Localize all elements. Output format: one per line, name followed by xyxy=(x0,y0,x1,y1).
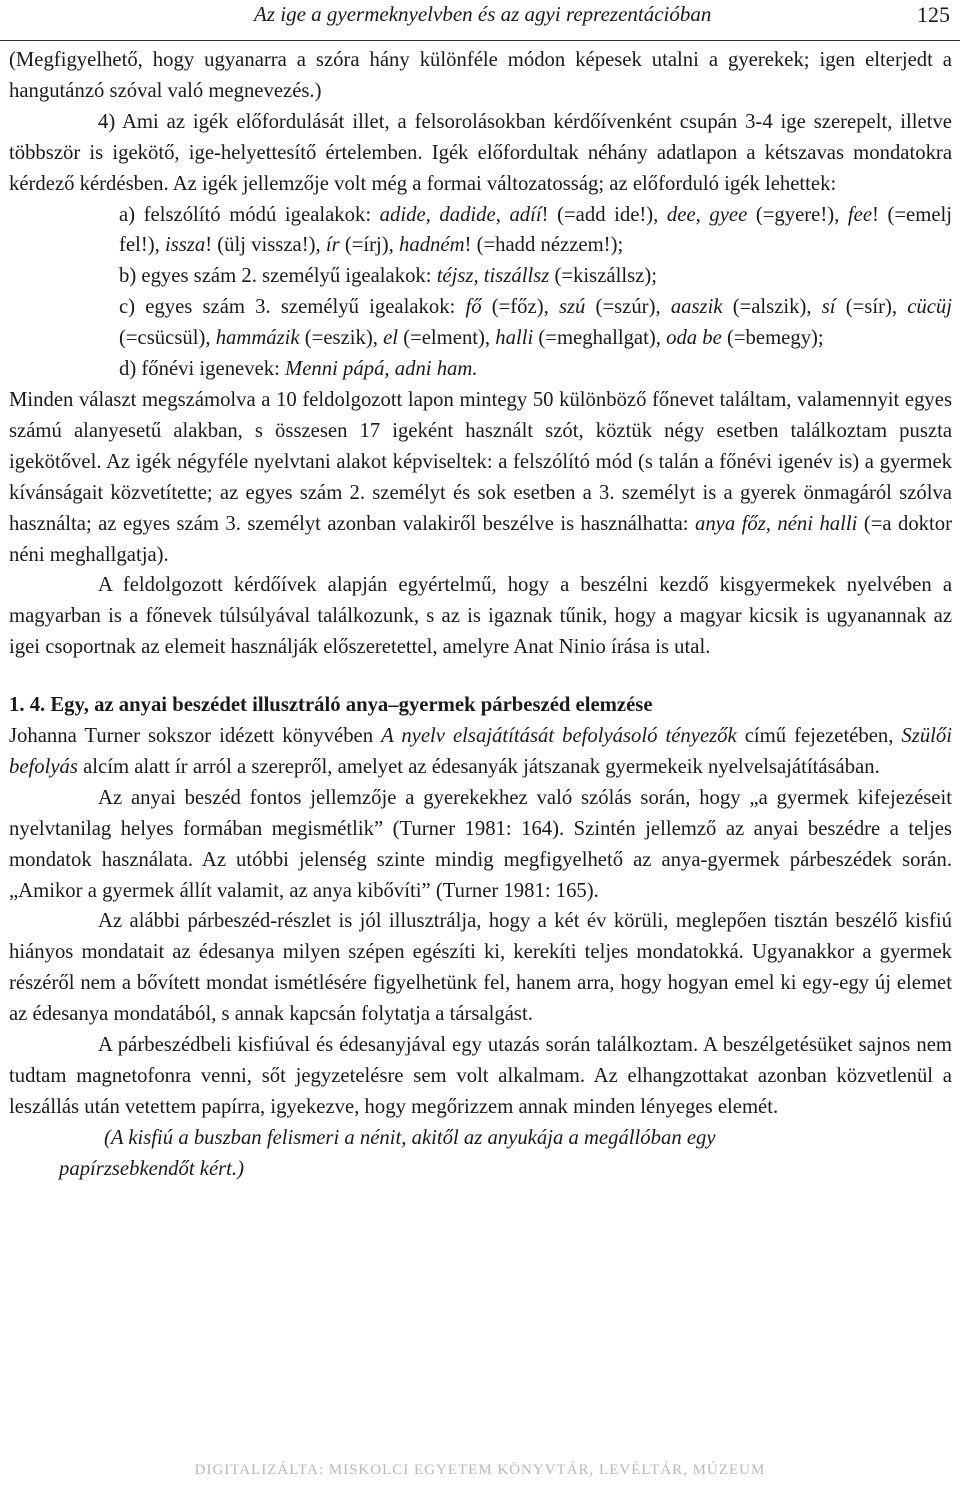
paragraph: (Megfigyelhető, hogy ugyanarra a szóra hány különféle módon képesek utalni a gyerekek; igen elterjedt a hangutánzó szóval való megnevezés.) xyxy=(9,49,952,102)
page-number: 125 xyxy=(917,2,950,27)
paragraph: A párbeszédbeli kisfiúval és édesanyjával egy utazás során találkoztam. A beszélgetésüket sajnos nem tudtam magnetofonra venni, sőt jegyzetelésre sem volt alkalmam. Az elhangzottakat azonban közvetlenül a leszállás után vetettem papírra, igyekezve, hogy megőrizzem annak minden lényeges elemét. xyxy=(9,1034,952,1118)
list-item-b: b) egyes szám 2. személyű igealakok: téjsz, tiszállsz (=kiszállsz); xyxy=(119,265,657,288)
dialogue-note-continued: papírzsebkendőt kért.) xyxy=(59,1157,244,1180)
page-header xyxy=(0,0,960,41)
list-item-c: c) egyes szám 3. személyű igealakok: fő (=főz), szú (=szúr), aaszik (=alszik), sí (=sír), cücüj (=csücsül), hammázik (=eszik), el (=elment), halli (=meghallgat), oda be (=bemegy); xyxy=(119,296,952,350)
digitization-footer: DIGITALIZÁLTA: MISKOLCI EGYETEM KÖNYVTÁR, LEVÉLTÁR, MÚZEUM xyxy=(194,1462,766,1478)
paragraph: A feldolgozott kérdőívek alapján egyértelmű, hogy a beszélni kezdő kisgyermekek nyelvében a magyarban is a főnevek túlsúlyával találkozunk, s az is igaznak tűnik, hogy a magyar kicsik is ugyanannak az igei csoportnak az elemeit használják előszeretettel, amelyre Anat Ninio írása is utal. xyxy=(9,574,952,659)
paragraph: Az anyai beszéd fontos jellemzője a gyerekekhez való szólás során, hogy „a gyermek kifejezéseit nyelvtanilag helyes formában megismétlik” (Turner 1981: 164). Szintén jellemző az anyai beszédre a teljes mondatok használata. Az utóbbi jelenség szinte mindig megfigyelhető az anya-gyermek párbeszédek során. „Amikor a gyermek állít valamit, az anya kibővíti” (Turner 1981: 165). xyxy=(9,786,952,902)
list-item-d: d) főnévi igenevek: Menni pápá, adni ham. xyxy=(119,358,478,381)
paragraph: 4) Ami az igék előfordulását illet, a felsorolásokban kérdőívenként csupán 3-4 ige szerepelt, illetve többször is igekötő, ige-helyettesítő értelemben. Igék előfordultak néhány adatlapon a kétszavas mondatokra kérdező kérdésben. Az igék jellemzője volt még a formai változatosság; az előforduló igék lehettek: xyxy=(9,110,952,195)
section-heading: 1. 4. Egy, az anyai beszédet illusztráló anya–gyermek párbeszéd elemzése xyxy=(9,694,653,717)
paragraph: Az alábbi párbeszéd-részlet is jól illusztrálja, hogy a két év körüli, meglepően tisztán beszélő kisfiú hiányos mondatait az édesanya milyen szépen egészíti ki, kerekíti teljes mondatokká. Ugyanakkor a gyermek részéről nem a bővített mondat ismétlésére figyelhetünk fel, hanem arra, hogy hogyan emel ki egy-egy új elemet az édesanya mondatából, s annak kapcsán folytatja a társalgást. xyxy=(9,910,952,1026)
running-title: Az ige a gyermeknyelvben és az agyi reprezentációban xyxy=(254,2,712,26)
paragraph: Minden választ megszámolva a 10 feldolgozott lapon mintegy 50 különböző főnevet találtam, valamennyit egyes számú alanyesetű alakban, s összesen 17 igeként használt szót, köztük négy esetben találkoztam puszta igekötővel. Az igék négyféle nyelvtani alakot képviseltek: a felszólító mód (s talán a főnévi igenév is) a gyermek kívánságait közvetítette; az egyes szám 2. személyt és sok esetben a 3. személyt is a gyerek önmagáról szólva használta; az egyes szám 3. személyt azonban valakiről beszélve is használhatta: anya főz, néni halli (=a doktor néni meghallgatja). xyxy=(9,388,952,566)
body-text xyxy=(9,45,952,1185)
paragraph: Johanna Turner sokszor idézett könyvében A nyelv elsajátítását befolyásoló tényezők című fejezetében, Szülői befolyás alcím alatt ír arról a szerepről, amelyet az édesanyák játszanak gyermekeik nyelvelsajátításában. xyxy=(9,725,952,778)
dialogue-note: (A kisfiú a buszban felismeri a nénit, akitől az anyukája a megállóban egy xyxy=(104,1126,716,1149)
list-item-a: a) felszólító módú igealakok: adide, dadide, adíí! (=add ide!), dee, gyee (=gyere!), fee! (=emelj fel!), issza! (ülj vissza!), ír (=írj), hadném! (=hadd nézzem!); xyxy=(119,203,952,257)
